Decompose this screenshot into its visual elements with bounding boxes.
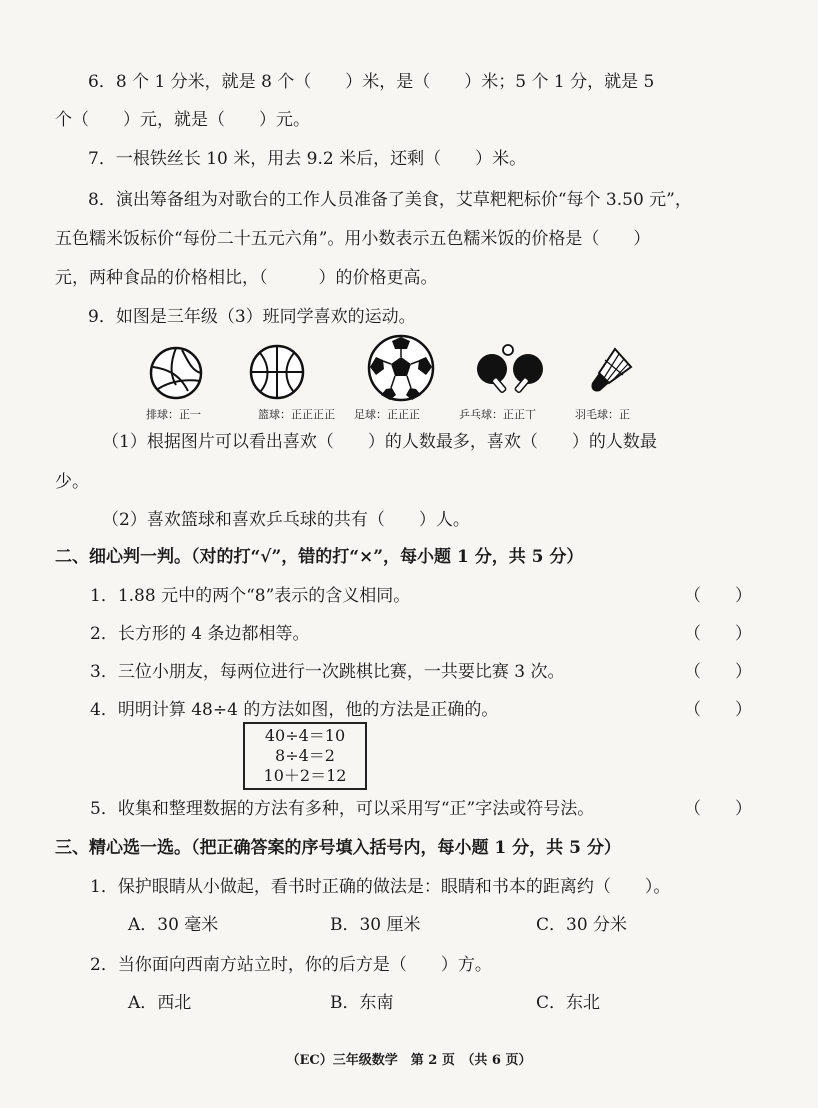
calc-line-1: 40÷4＝10 <box>264 726 346 745</box>
s2-item2-blank: （ ） <box>684 624 752 644</box>
badminton-icon <box>585 345 635 399</box>
sport-label-volleyball: 排球：正一 <box>146 408 201 421</box>
s3-q2-stem: 2．当你面向西南方站立时，你的后方是（ ）方。 <box>90 955 492 975</box>
q6-line1: 6．8 个 1 分米，就是 8 个（ ）米，是（ ）米；5 个 1 分，就是 5 <box>88 72 655 92</box>
s3-q1-stem: 1．保护眼睛从小做起，看书时正确的做法是：眼睛和书本的距离约（ ）。 <box>90 877 671 897</box>
s2-item4-blank: （ ） <box>684 700 752 720</box>
q9-sub2: （2）喜欢篮球和喜欢乒乓球的共有（ ）人。 <box>102 510 470 530</box>
s3-q1-option-c: C．30 分米 <box>536 915 628 935</box>
q8-line2: 五色糯米饭标价“每份二十五元六角”。用小数表示五色糯米饭的价格是（ ） <box>55 229 651 249</box>
s2-item3-blank: （ ） <box>684 662 752 682</box>
s3-q1-option-a: A．30 毫米 <box>128 915 219 935</box>
sport-label-badminton: 羽毛球：正 <box>575 408 630 421</box>
calc-box <box>243 722 367 790</box>
sport-label-table-tennis: 乒乓球：正正丅 <box>459 408 536 421</box>
s2-item1-blank: （ ） <box>684 586 752 606</box>
sport-label-football: 足球：正正正 <box>354 408 420 421</box>
section3-title: 三、精心选一选。（把正确答案的序号填入括号内，每小题 1 分，共 5 分） <box>55 838 621 858</box>
football-icon <box>366 333 436 403</box>
table-tennis-icon <box>472 343 548 399</box>
s2-item5-text: 5．收集和整理数据的方法有多种，可以采用写“正”字法或符号法。 <box>90 799 595 819</box>
s3-q2-option-a: A．西北 <box>128 993 192 1013</box>
s2-item1-text: 1．1.88 元中的两个“8”表示的含义相同。 <box>90 586 411 606</box>
q8-line3: 元，两种食品的价格相比，（ ）的价格更高。 <box>55 268 438 288</box>
volleyball-icon <box>148 345 204 401</box>
s3-q1-option-b: B．30 厘米 <box>330 915 421 935</box>
s2-item2-text: 2．长方形的 4 条边都相等。 <box>90 624 310 644</box>
q6-line2: 个（ ）元，就是（ ）元。 <box>55 110 310 130</box>
calc-line-2: 8÷4＝2 <box>275 746 335 765</box>
section2-title: 二、细心判一判。（对的打“√”，错的打“×”，每小题 1 分，共 5 分） <box>55 547 584 567</box>
sport-label-basketball: 篮球：正正正正 <box>258 408 335 421</box>
s3-q2-option-b: B．东南 <box>330 993 394 1013</box>
q8-line1: 8．演出筹备组为对歌台的工作人员准备了美食，艾草粑粑标价“每个 3.50 元”， <box>88 190 692 210</box>
s2-item4-text: 4．明明计算 48÷4 的方法如图，他的方法是正确的。 <box>90 700 499 720</box>
q9-sub1-line2: 少。 <box>55 472 89 492</box>
s2-item5-blank: （ ） <box>684 799 752 819</box>
q9-sub1-line1: （1）根据图片可以看出喜欢（ ）的人数最多，喜欢（ ）的人数最 <box>102 432 657 452</box>
s3-q2-option-c: C．东北 <box>536 993 601 1013</box>
q9-stem: 9．如图是三年级（3）班同学喜欢的运动。 <box>88 307 416 327</box>
basketball-icon <box>248 343 306 401</box>
calc-line-3: 10＋2＝12 <box>263 766 347 785</box>
page-footer: （EC）三年级数学 第 2 页 （共 6 页） <box>286 1053 532 1068</box>
q7-text: 7．一根铁丝长 10 米，用去 9.2 米后，还剩（ ）米。 <box>88 149 527 169</box>
s2-item3-text: 3．三位小朋友，每两位进行一次跳棋比赛，一共要比赛 3 次。 <box>90 662 565 682</box>
